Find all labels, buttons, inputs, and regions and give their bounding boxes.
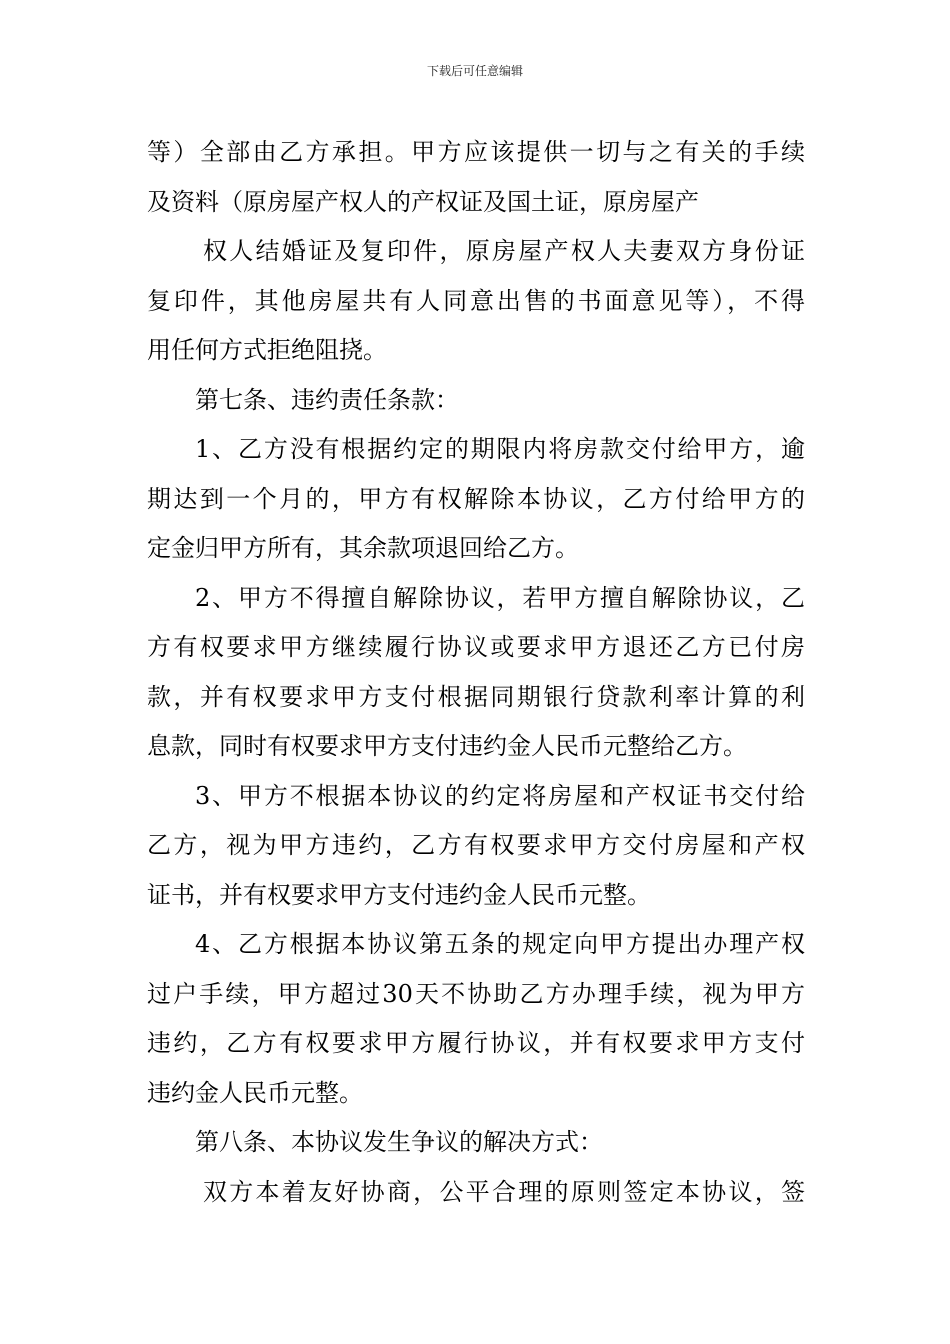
text-line: 方有权要求甲方继续履行协议或要求甲方退还乙方已付房 xyxy=(147,633,805,661)
text-line: 证书，并有权要求甲方支付违约金人民币元整。 xyxy=(147,880,651,909)
text-line: 定金归甲方所有，其余款项退回给乙方。 xyxy=(147,534,579,562)
section-heading: 第七条、违约责任条款： xyxy=(195,385,459,414)
document-body xyxy=(147,128,805,1217)
text-line: 2、甲方不得擅自解除协议，若甲方擅自解除协议，乙 xyxy=(195,583,805,612)
text-line: 双方本着友好协商，公平合理的原则签定本协议，签 xyxy=(203,1177,805,1206)
text-line: 4、乙方根据本协议第五条的规定向甲方提出办理产权 xyxy=(195,930,805,958)
text-line: 过户手续，甲方超过30天不协助乙方办理手续，视为甲方 xyxy=(147,979,805,1008)
text-line: 及资料（原房屋产权人的产权证及国土证，原房屋产 xyxy=(147,187,699,216)
text-line: 3、甲方不根据本协议的约定将房屋和产权证书交付给 xyxy=(195,781,805,810)
text-line: 违约，乙方有权要求甲方履行协议，并有权要求甲方支付 xyxy=(147,1029,805,1057)
text-line: 权人结婚证及复印件，原房屋产权人夫妻双方身份证 xyxy=(203,237,805,265)
text-line: 复印件，其他房屋共有人同意出售的书面意见等），不得 xyxy=(147,286,805,315)
section-heading: 第八条、本协议发生争议的解决方式： xyxy=(195,1128,603,1156)
text-line: 息款，同时有权要求甲方支付违约金人民币元整给乙方。 xyxy=(147,732,747,760)
text-line: 违约金人民币元整。 xyxy=(147,1078,363,1107)
text-line: 款，并有权要求甲方支付根据同期银行贷款利率计算的利 xyxy=(147,682,805,711)
page-header: 下载后可任意编辑 xyxy=(426,64,523,78)
text-line: 用任何方式拒绝阻挠。 xyxy=(147,336,387,364)
text-line: 乙方，视为甲方违约，乙方有权要求甲方交付房屋和产权 xyxy=(147,831,805,859)
text-line: 等）全部由乙方承担。甲方应该提供一切与之有关的手续 xyxy=(147,138,805,166)
text-line: 1、乙方没有根据约定的期限内将房款交付给甲方，逾 xyxy=(195,435,805,463)
text-line: 期达到一个月的，甲方有权解除本协议，乙方付给甲方的 xyxy=(147,484,805,513)
